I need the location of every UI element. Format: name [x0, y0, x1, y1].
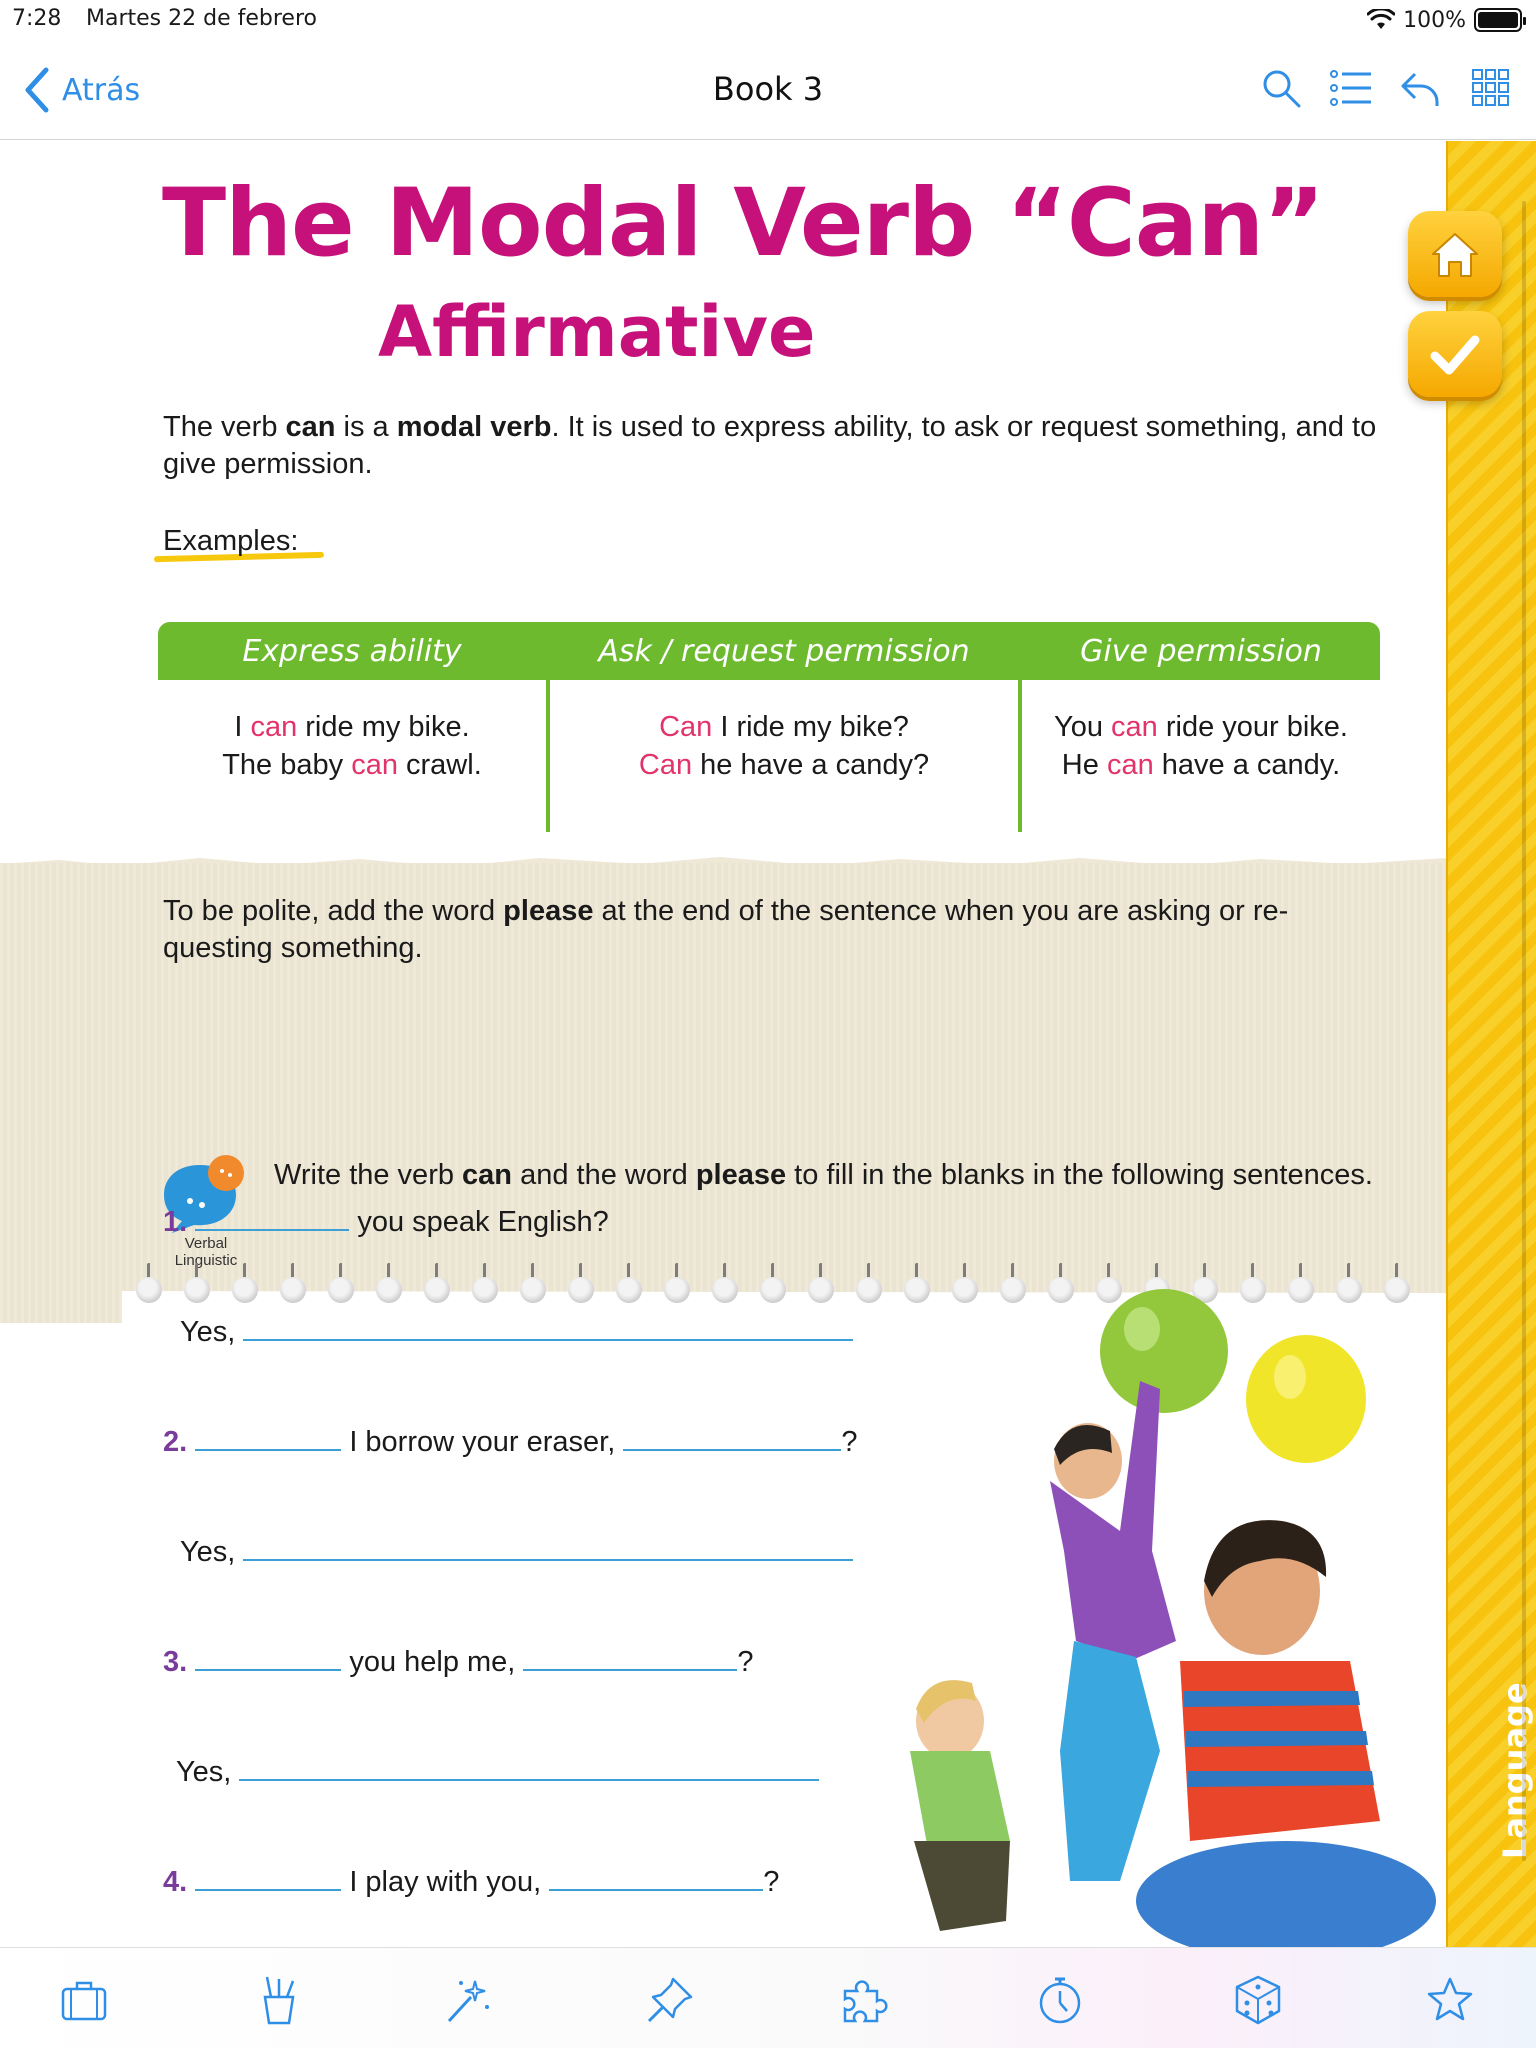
notebook-ring — [756, 1263, 791, 1309]
battery-icon — [1474, 8, 1522, 32]
book-page[interactable] — [0, 141, 1536, 1947]
briefcase-button[interactable] — [54, 1970, 114, 2030]
answer-blank[interactable] — [195, 1865, 341, 1891]
nav-tools — [1258, 62, 1514, 114]
table-column-request — [550, 680, 1018, 832]
answer-prefix: Yes, — [176, 1756, 232, 1788]
grid-cell — [1499, 96, 1508, 105]
pushpin-icon — [643, 1973, 697, 2027]
polite-paragraph: To be polite, add the word please at the end of the sentence when you are asking or re-questing something. — [163, 895, 1289, 964]
exercise-1 — [163, 1205, 609, 1239]
exercise-end: ? — [737, 1646, 754, 1678]
status-bar — [0, 0, 1536, 40]
notebook-ring — [708, 1263, 743, 1309]
exercise-4 — [163, 1865, 779, 1899]
wifi-icon — [1367, 9, 1395, 31]
grid-cell — [1486, 83, 1495, 92]
notebook-ring — [612, 1263, 647, 1309]
examples-table — [158, 622, 1380, 832]
answer-blank[interactable] — [195, 1205, 349, 1231]
status-time: 7:28 — [12, 6, 62, 31]
dice-button[interactable] — [1228, 1970, 1288, 2030]
table-column-ability — [158, 680, 546, 832]
timer-button[interactable] — [1030, 1970, 1090, 2030]
grid-cell — [1473, 96, 1482, 105]
notebook-ring — [228, 1263, 263, 1309]
exercise-2 — [163, 1425, 857, 1459]
notebook-ring — [468, 1263, 503, 1309]
table-header-ability: Express ability — [158, 622, 546, 680]
magic-wand-icon — [441, 1973, 495, 2027]
battery-percent: 100% — [1403, 7, 1466, 33]
grid-cell — [1486, 70, 1495, 79]
tools-button[interactable] — [250, 1970, 310, 2030]
table-header-permission: Give permission — [1022, 622, 1380, 680]
undo-icon — [1399, 66, 1443, 110]
home-button[interactable] — [1408, 211, 1502, 297]
grid-cell — [1473, 83, 1482, 92]
pencil-cup-icon — [253, 1973, 307, 2027]
answer-2 — [180, 1535, 853, 1569]
search-icon — [1259, 66, 1303, 110]
answer-blank[interactable] — [523, 1645, 737, 1671]
answer-1 — [180, 1315, 853, 1349]
table-cell: Can he have a candy? — [638, 749, 930, 781]
answer-prefix: Yes, — [180, 1316, 236, 1348]
grid-cell — [1499, 83, 1508, 92]
table-cell: I can ride my bike. — [234, 711, 470, 743]
pin-button[interactable] — [640, 1970, 700, 2030]
notebook-ring — [276, 1263, 311, 1309]
check-icon — [1425, 324, 1485, 384]
table-cell: You can ride your bike. — [1054, 711, 1348, 743]
exercise-end: ? — [841, 1426, 858, 1458]
exercise-text: you help me, — [349, 1646, 516, 1678]
star-icon — [1423, 1973, 1477, 2027]
notebook-ring — [180, 1263, 215, 1309]
table-header-request: Ask / request permission — [550, 622, 1018, 680]
grid-icon — [1469, 66, 1513, 110]
notebook-ring — [564, 1263, 599, 1309]
grid-cell — [1499, 70, 1508, 79]
answer-3 — [176, 1755, 819, 1789]
notebook-ring — [420, 1263, 455, 1309]
search-button[interactable] — [1258, 62, 1304, 114]
notebook-ring — [516, 1263, 551, 1309]
intro-paragraph: The verb can is a modal verb. It is used to express ability, to ask or request something, and to give permission. — [163, 411, 1377, 480]
table-column-permission — [1022, 680, 1380, 832]
children-playing-illustration — [820, 1281, 1446, 1947]
answer-blank[interactable] — [623, 1425, 841, 1451]
undo-button[interactable] — [1398, 62, 1444, 114]
status-right — [1367, 4, 1522, 36]
table-cell: He can have a candy. — [1061, 749, 1341, 781]
puzzle-icon — [837, 1973, 891, 2027]
exercise-number: 2. — [163, 1426, 188, 1458]
home-icon — [1425, 224, 1485, 284]
exercise-number: 1. — [163, 1206, 188, 1238]
dice-icon — [1231, 1973, 1285, 2027]
puzzle-button[interactable] — [834, 1970, 894, 2030]
side-tab-label: Language — [1496, 1682, 1534, 1859]
grid-cell — [1486, 96, 1495, 105]
exercise-number: 3. — [163, 1646, 188, 1678]
thumbnails-button[interactable] — [1468, 62, 1514, 114]
answer-prefix: Yes, — [180, 1536, 236, 1568]
table-cell: The baby can crawl. — [222, 749, 482, 781]
list-icon — [1329, 66, 1373, 110]
exercise-end: ? — [763, 1866, 780, 1898]
notebook-ring — [660, 1263, 695, 1309]
nav-title: Book 3 — [712, 70, 824, 108]
exercise-text: you speak English? — [357, 1206, 609, 1238]
answer-blank[interactable] — [195, 1645, 341, 1671]
exercise-number: 4. — [163, 1866, 188, 1898]
check-button[interactable] — [1408, 311, 1502, 397]
notebook-ring — [132, 1263, 167, 1309]
bottom-toolbar — [0, 1947, 1536, 2048]
answer-blank[interactable] — [195, 1425, 341, 1451]
page-title: The Modal Verb “Can” — [162, 169, 1324, 278]
answer-blank[interactable] — [549, 1865, 763, 1891]
notebook-ring — [324, 1263, 359, 1309]
instruction-paragraph: Write the verb can and the word please to fill in the blanks in the following sentences. — [274, 1159, 1373, 1191]
scrollbar[interactable] — [1522, 201, 1526, 1861]
favorites-button[interactable] — [1420, 1970, 1480, 2030]
briefcase-icon — [57, 1973, 111, 2027]
grid-cell — [1473, 70, 1482, 79]
answer-blank[interactable] — [239, 1755, 819, 1781]
table-cell: Can I ride my bike? — [659, 711, 909, 743]
page-subtitle: Affirmative — [378, 291, 816, 373]
battery-fill — [1478, 12, 1518, 28]
stopwatch-icon — [1033, 1973, 1087, 2027]
exercise-text: I play with you, — [349, 1866, 542, 1898]
back-label: Atrás — [62, 72, 141, 108]
contents-button[interactable] — [1328, 62, 1374, 114]
bubble-label: Verbal Linguistic — [174, 1235, 238, 1269]
status-date: Martes 22 de febrero — [86, 6, 317, 31]
exercise-3 — [163, 1645, 754, 1679]
answer-blank[interactable] — [243, 1535, 853, 1561]
answer-blank[interactable] — [243, 1315, 853, 1341]
nav-bar — [0, 40, 1536, 140]
exercise-text: I borrow your eraser, — [349, 1426, 616, 1458]
notebook-ring — [372, 1263, 407, 1309]
magic-button[interactable] — [438, 1970, 498, 2030]
examples-label: Examples: — [163, 525, 299, 557]
